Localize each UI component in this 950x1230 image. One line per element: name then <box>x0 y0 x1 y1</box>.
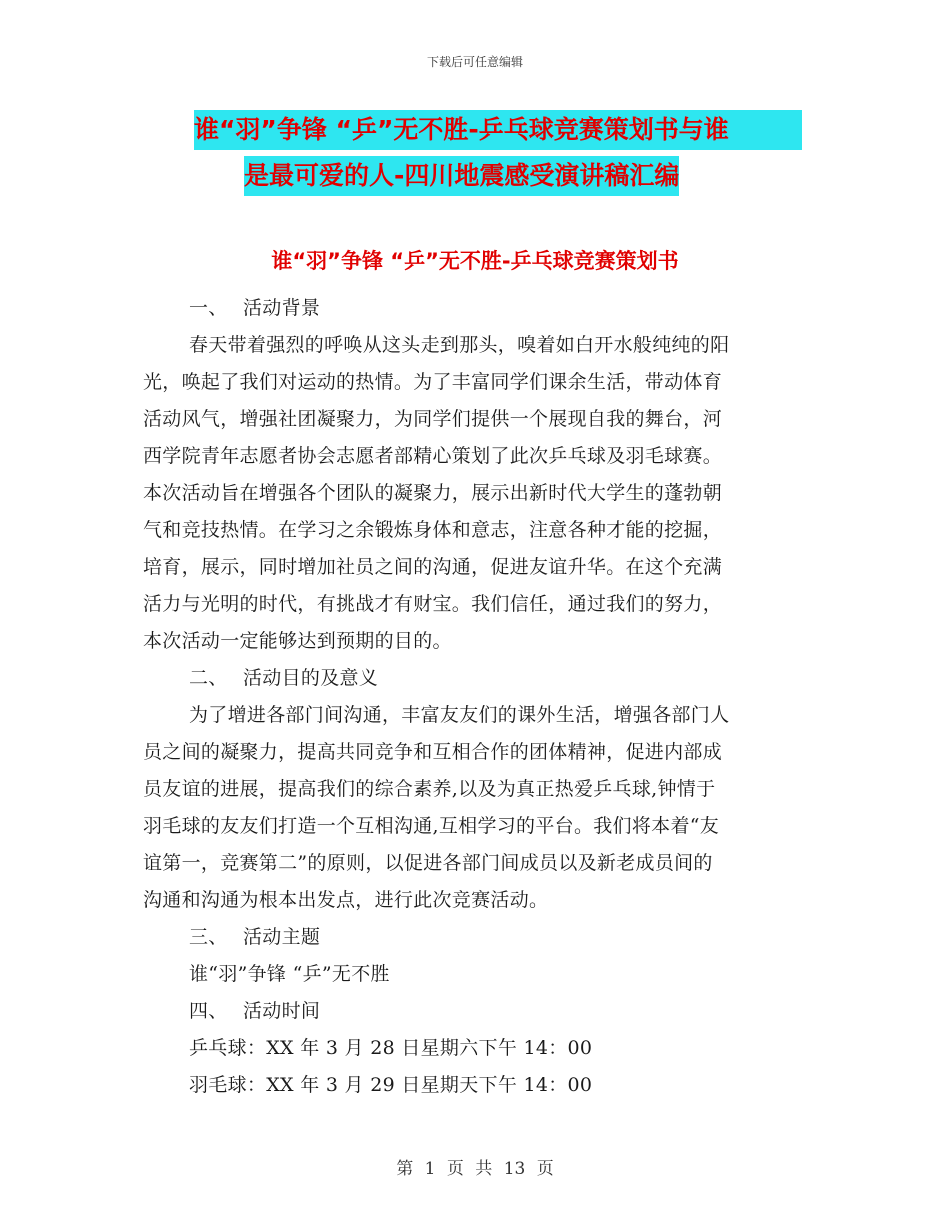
paragraph-line: 本次活动一定能够达到预期的目的。 <box>143 630 452 652</box>
heading-number: 三、 <box>189 926 228 948</box>
paragraph-line: 气和竞技热情。在学习之余锻炼身体和意志，注意各种才能的挖掘， <box>143 519 723 541</box>
paragraph-line: 活力与光明的时代，有挑战才有财宝。我们信任，通过我们的努力， <box>143 593 723 615</box>
heading-time <box>143 993 807 1030</box>
heading-text: 活动背景 <box>243 297 321 319</box>
page-header-note: 下载后可任意编辑 <box>426 55 523 69</box>
document-title-line-2: 是最可爱的人-四川地震感受演讲稿汇编 <box>244 156 679 196</box>
heading-number: 一、 <box>189 297 228 319</box>
document-title-line-1: 谁“羽”争锋 “乒”无不胜-乒乓球竞赛策划书与谁 <box>194 110 802 150</box>
paragraph-line: 沟通和沟通为根本出发点，进行此次竞赛活动。 <box>143 889 549 911</box>
paragraph-line: 员友谊的进展，提高我们的综合素养,以及为真正热爱乒乓球,钟情于 <box>143 778 716 800</box>
heading-background <box>143 290 807 327</box>
heading-text: 活动主题 <box>243 926 321 948</box>
paragraph-line: 羽毛球的友友们打造一个互相沟通,互相学习的平台。我们将本着“友 <box>143 815 720 837</box>
schedule-badminton: 羽毛球：XX 年 3 月 29 日星期天下午 14：00 <box>189 1074 593 1096</box>
paragraph-line: 员之间的凝聚力，提高共同竞争和互相合作的团体精神，促进内部成 <box>143 741 723 763</box>
paragraph-line: 谊第一，竞赛第二”的原则，以促进各部门间成员以及新老成员间的 <box>143 852 713 874</box>
heading-text: 活动时间 <box>243 1000 321 1022</box>
paragraph-line: 活动风气，增强社团凝聚力，为同学们提供一个展现自我的舞台，河 <box>143 408 723 430</box>
heading-text: 活动目的及意义 <box>243 667 379 689</box>
heading-theme <box>143 919 807 956</box>
heading-number: 二、 <box>189 667 228 689</box>
paragraph-line: 光，唤起了我们对运动的热情。为了丰富同学们课余生活，带动体育 <box>143 371 723 393</box>
paragraph-line: 为了增进各部门间沟通，丰富友友们的课外生活，增强各部门人 <box>189 704 730 726</box>
page-footer: 第 1 页 共 13 页 <box>396 1159 554 1179</box>
theme-text: 谁“羽”争锋 “乒”无不胜 <box>189 963 390 985</box>
document-body <box>143 290 807 1104</box>
heading-number: 四、 <box>189 1000 228 1022</box>
paragraph-line: 春天带着强烈的呼唤从这头走到那头，嗅着如白开水般纯纯的阳 <box>189 334 730 356</box>
paragraph-line: 本次活动旨在增强各个团队的凝聚力，展示出新时代大学生的蓬勃朝 <box>143 482 723 504</box>
section-title: 谁“羽”争锋 “乒”无不胜-乒乓球竞赛策划书 <box>271 249 679 273</box>
paragraph-line: 西学院青年志愿者协会志愿者部精心策划了此次乒乓球及羽毛球赛。 <box>143 445 723 467</box>
heading-purpose <box>143 660 807 697</box>
paragraph-line: 培育，展示，同时增加社员之间的沟通，促进友谊升华。在这个充满 <box>143 556 723 578</box>
schedule-table-tennis: 乒乓球：XX 年 3 月 28 日星期六下午 14：00 <box>189 1037 593 1059</box>
